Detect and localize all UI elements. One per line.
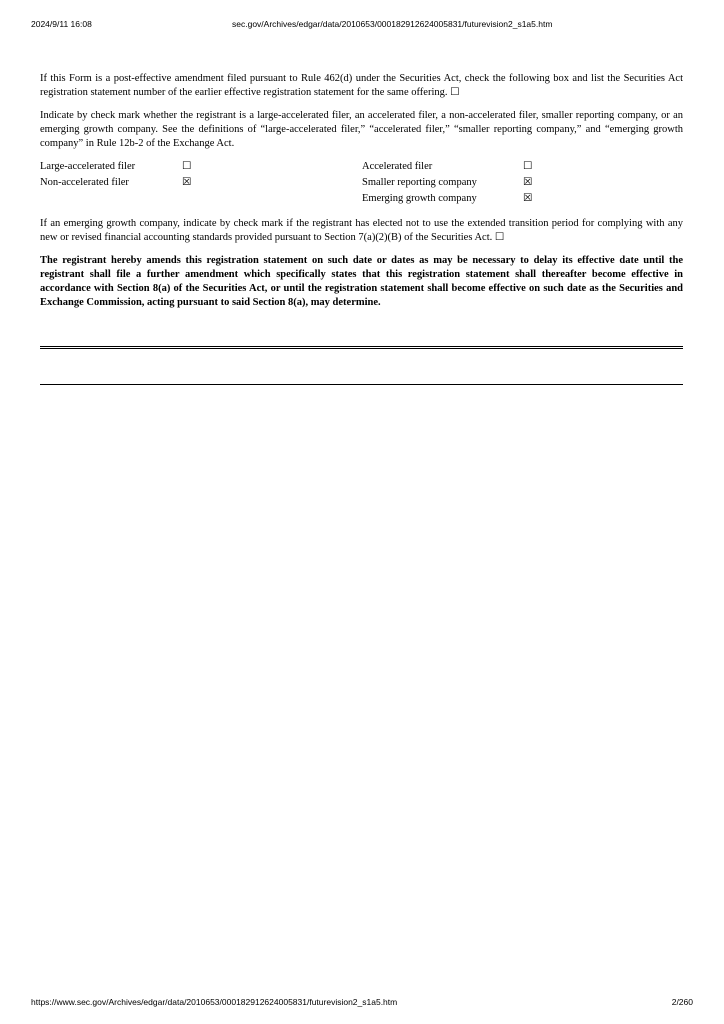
smaller-reporting-company-label: Smaller reporting company: [362, 177, 477, 188]
large-accelerated-filer-label: Large-accelerated filer: [40, 161, 136, 172]
print-footer-url: https://www.sec.gov/Archives/edgar/data/2010653/000182912624005831/futurevision2_s1a5.htm: [31, 997, 398, 1007]
accelerated-filer-label: Accelerated filer: [362, 161, 433, 172]
print-datetime: 2024/9/11 16:08: [31, 19, 92, 29]
post-effective-amendment-paragraph: If this Form is a post-effective amendment filed pursuant to Rule 462(d) under the Securities Act, check the following box and list the Securities Act registration statement number of the earlier effective registration statement for the same offering. ☐: [40, 73, 683, 98]
emerging-growth-company-label: Emerging growth company: [362, 193, 477, 204]
emerging-growth-company-checkbox: ☒: [523, 193, 533, 204]
double-divider: [40, 346, 683, 349]
filer-status-table: [40, 160, 683, 208]
divider: [40, 384, 683, 385]
large-accelerated-filer-checkbox: ☐: [182, 161, 192, 172]
print-header-url: sec.gov/Archives/edgar/data/2010653/000182912624005831/futurevision2_s1a5.htm: [232, 19, 553, 29]
non-accelerated-filer-label: Non-accelerated filer: [40, 177, 129, 188]
document-body: [40, 72, 683, 319]
filer-status-paragraph: Indicate by check mark whether the registrant is a large-accelerated filer, an accelerated filer, a non-accelerated filer, smaller reporting company, or an emerging growth company. See the definitions of “large-accelerated filer,” “accelerated filer,” “smaller reporting company,” and “emerging growth company” in Rule 12b-2 of the Exchange Act.: [40, 110, 683, 149]
non-accelerated-filer-checkbox: ☒: [182, 177, 192, 188]
page-number: 2/260: [671, 997, 693, 1007]
transition-period-paragraph: If an emerging growth company, indicate by check mark if the registrant has elected not to use the extended transition period for complying with any new or revised financial accounting standards provided pursuant to Section 7(a)(2)(B) of the Securities Act. ☐: [40, 218, 683, 243]
accelerated-filer-checkbox: ☐: [523, 161, 533, 172]
delaying-amendment-paragraph: The registrant hereby amends this registration statement on such date or dates as may be necessary to delay its effective date until the registrant shall file a further amendment which specifically states that this registration statement shall thereafter become effective in accordance with Section 8(a) of the Securities Act, or until the registration statement shall become effective on such date as the Securities and Exchange Commission, acting pursuant to said Section 8(a), may determine.: [40, 255, 683, 308]
smaller-reporting-company-checkbox: ☒: [523, 177, 533, 188]
